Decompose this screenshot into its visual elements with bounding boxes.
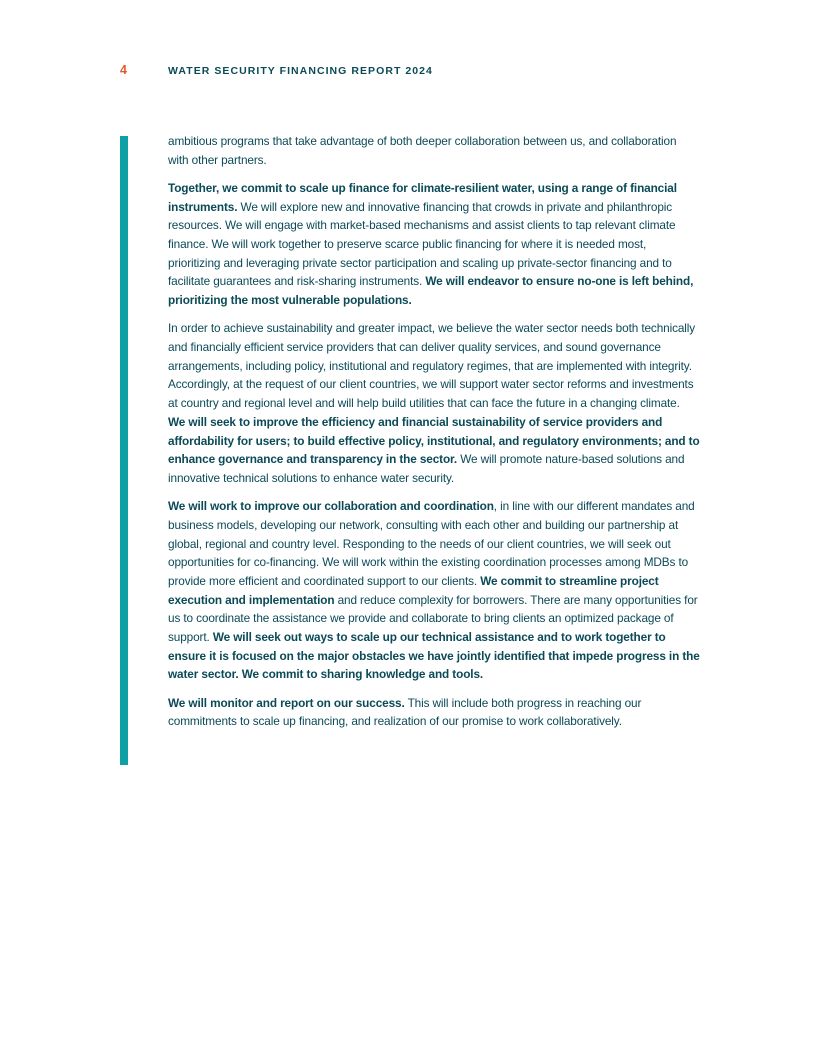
emphasis-text: We will seek out ways to scale up our technical assistance and to work together to ensure it is focused on the major obstacles we have jointly identified that impede progress in the water sector. We commit to sharing knowledge and tools. <box>168 630 700 682</box>
page-number: 4 <box>120 63 127 77</box>
body-text-run: We will explore new and innovative financing that crowds in private and philanthropic resources. We will engage with market-based mechanisms and assist clients to tap relevant climate finance. We will work together to preserve scarce public financing for where it is needed most, prioritizing and leveraging private sector participation and scaling up private-sector financing and to facilitate guarantees and risk-sharing instruments. <box>168 199 676 289</box>
emphasis-text: We will seek to improve the efficiency and financial sustainability of service providers and affordability for users; to build effective policy, institutional, and regulatory environments; and to enhance governance and transparency in the sector. <box>168 414 700 467</box>
running-header: WATER SECURITY FINANCING REPORT 2024 <box>168 65 433 77</box>
body-text <box>168 132 700 741</box>
emphasis-text: We will work to improve our collaboration and coordination <box>168 499 494 514</box>
emphasis-text: We will endeavor to ensure no-one is left behind, prioritizing the most vulnerable populations. <box>168 274 694 308</box>
body-text-run: This will include both progress in reaching our commitments to scale up financing, and realization of our promise to work collaboratively. <box>168 695 642 729</box>
body-text-run: and reduce complexity for borrowers. There are many opportunities for us to coordinate the assistance we provide and collaborate to bring clients an optimized package of support. <box>168 592 698 645</box>
body-text-run: , in line with our different mandates and business models, developing our network, consulting with each other and building our partnership at global, regional and country level. Responding to the needs of our client countries, we will seek out opportunities for co-financing. We will work within the existing coordination processes among MDBs to provide more efficient and coordinated support to our clients. <box>168 499 695 588</box>
paragraph <box>168 132 700 169</box>
emphasis-text: We commit to streamline project execution and implementation <box>168 573 659 607</box>
body-text-run: ambitious programs that take advantage of both deeper collaboration between us, and collaboration with other partners. <box>168 134 677 167</box>
paragraph <box>168 179 700 310</box>
accent-bar <box>120 136 128 765</box>
paragraph <box>168 694 700 731</box>
paragraph <box>168 497 700 684</box>
emphasis-text: Together, we commit to scale up finance for climate-resilient water, using a range of financial instruments. <box>168 180 677 214</box>
body-text-run: We will promote nature-based solutions and innovative technical solutions to enhance water security. <box>168 452 685 485</box>
body-text-run: In order to achieve sustainability and greater impact, we believe the water sector needs both technically and financially efficient service providers that can deliver quality services, and sound governance arrangements, including policy, institutional and regulatory regimes, that are implemented with integrity. Accordingly, at the request of our client countries, we will support water sector reforms and investments at country and regional level and will help build utilities that can face the future in a changing climate. <box>168 321 696 411</box>
paragraph <box>168 319 700 487</box>
emphasis-text: We will monitor and report on our success. <box>168 695 405 710</box>
